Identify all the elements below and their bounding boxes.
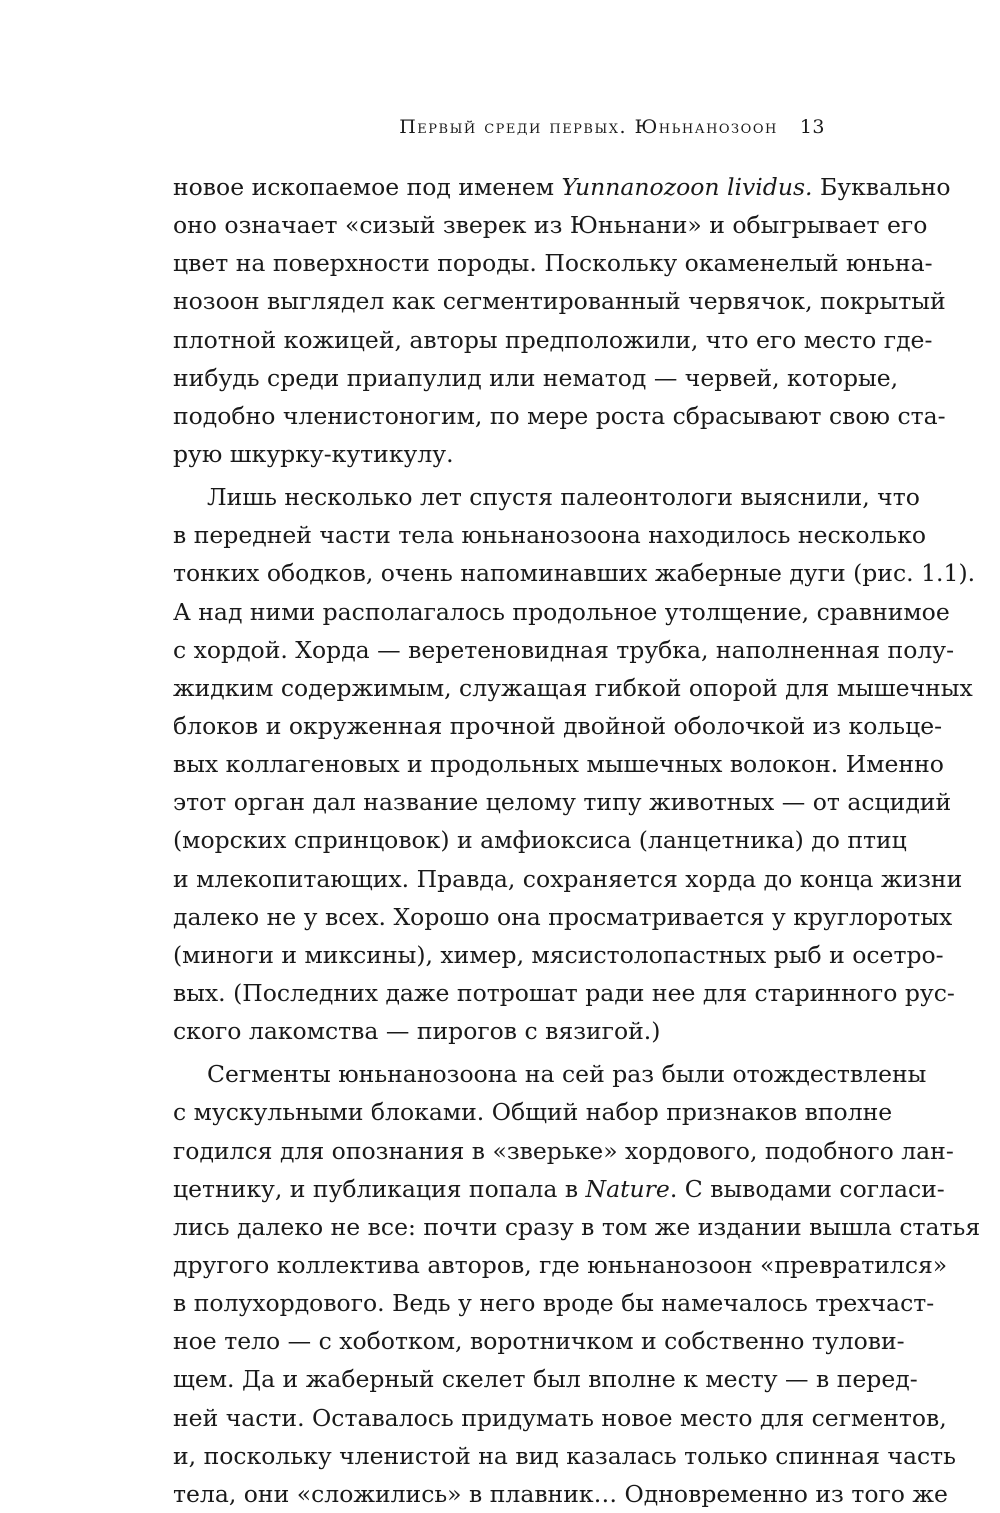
body-text: [173, 168, 981, 1513]
text-line: подобно членистоногим, по мере роста сбрасывают свою ста-: [173, 401, 946, 430]
text-line: с хордой. Хорда — веретеновидная трубка, наполненная полу-: [173, 635, 955, 664]
text-line: плотной кожицей, авторы предположили, что его место где-: [173, 325, 933, 354]
text-line: вых коллагеновых и продольных мышечных волокон. Именно: [173, 750, 944, 779]
text-line: оно означает «сизый зверек из Юньнани» и обыгрывает его: [173, 211, 928, 240]
text-line: вых. (Последних даже потрошат ради нее для старинного рус-: [173, 978, 955, 1007]
text-line: тонких ободков, очень напоминавших жаберные дуги (рис. 1.1).: [173, 559, 976, 588]
text-line: ского лакомства — пирогов с вязигой.): [173, 1017, 661, 1046]
text-line: тела, они «сложились» в плавник… Одновременно из того же: [173, 1479, 948, 1508]
text-line: цвет на поверхности породы. Поскольку окаменелый юньна-: [173, 249, 933, 278]
text-line: в полухордового. Ведь у него вроде бы намечалось трехчаст-: [173, 1289, 935, 1318]
text-line: нозоон выглядел как сегментированный червячок, покрытый: [173, 287, 946, 316]
text-line: другого коллектива авторов, где юньнанозоон «превратился»: [173, 1250, 948, 1279]
text-line: жидким содержимым, служащая гибкой опорой для мышечных: [173, 673, 973, 702]
text-line: далеко не у всех. Хорошо она просматривается у круглоротых: [173, 902, 953, 931]
text-line: Сегменты юньнанозоона на сей раз были отождествлены: [207, 1060, 927, 1089]
text-line: (миноги и миксины), химер, мясистолопастных рыб и осетро-: [173, 940, 944, 969]
text-line: рую шкурку-кутикулу.: [173, 439, 454, 468]
paragraph: [173, 478, 976, 1050]
text-line: А над ними располагалось продольное утолщение, сравнимое: [173, 597, 950, 626]
text-line: блоков и окруженная прочной двойной оболочкой из кольце-: [173, 711, 943, 740]
text-line: (морских спринцовок) и амфиоксиса (ланцетника) до птиц: [173, 826, 907, 855]
text-line: нибудь среди приапулид или нематод — червей, которые,: [173, 363, 899, 392]
text-line: Лишь несколько лет спустя палеонтологи выяснили, что: [207, 483, 920, 512]
page-number: 13: [799, 116, 825, 138]
paragraph: [173, 1055, 981, 1513]
text-line: годился для опознания в «зверьке» хордового, подобного лан-: [173, 1136, 954, 1165]
text-line: новое ископаемое под именем Yunnanozoon lividus. Буквально: [173, 173, 951, 201]
text-line: ней части. Оставалось придумать новое место для сегментов,: [173, 1403, 947, 1432]
text-line: в передней части тела юньнанозоона находилось несколько: [173, 521, 927, 550]
text-line: ное тело — с хоботком, воротничком и собственно тулови-: [173, 1327, 905, 1356]
text-line: и, поскольку членистой на вид казалась только спинная часть: [173, 1441, 956, 1470]
text-line: этот орган дал название целому типу животных — от асцидий: [173, 788, 952, 817]
text-line: щем. Да и жаберный скелет был вполне к месту — в перед-: [173, 1365, 918, 1394]
text-line: цетнику, и публикация попала в Nature. С выводами согласи-: [173, 1174, 945, 1203]
running-head: [300, 116, 825, 146]
paragraph: [173, 168, 951, 473]
text-line: и млекопитающих. Правда, сохраняется хорда до конца жизни: [173, 864, 963, 893]
text-line: с мускульными блоками. Общий набор признаков вполне: [173, 1098, 893, 1127]
text-line: лись далеко не все: почти сразу в том же издании вышла статья: [173, 1212, 981, 1241]
running-title: Первый среди первых. Юньнанозоон: [399, 116, 778, 138]
